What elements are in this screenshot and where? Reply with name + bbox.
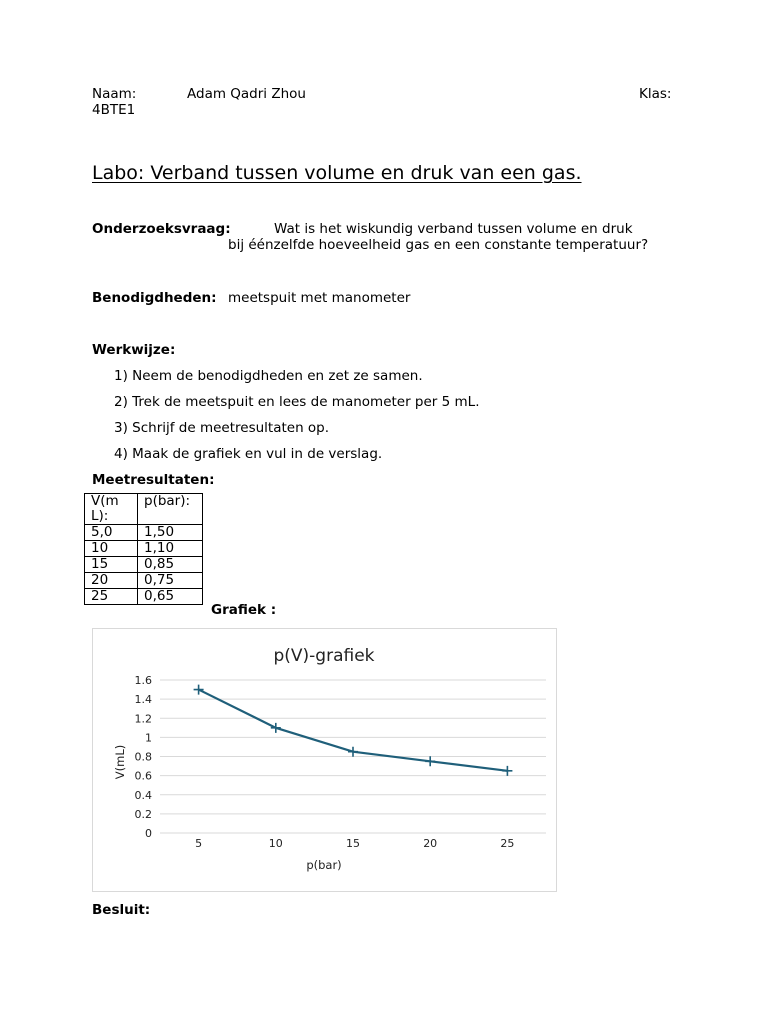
chart-y-tick-label: 0.6 xyxy=(134,769,152,783)
chart-title: p(V)-grafiek xyxy=(273,646,375,666)
class-value: 4BTE1 xyxy=(92,102,136,118)
class-label: Klas: xyxy=(639,86,672,102)
chart-x-tick-label: 20 xyxy=(423,837,438,850)
chart-x-tick-label: 5 xyxy=(195,837,203,850)
results-label: Meetresultaten: xyxy=(92,472,215,488)
chart-y-tick-label: 0.4 xyxy=(134,788,152,802)
materials-value: meetspuit met manometer xyxy=(228,290,411,306)
chart-x-axis-label: p(bar) xyxy=(306,858,342,872)
research-question-label: Onderzoeksvraag: xyxy=(92,221,231,237)
results-table xyxy=(84,493,203,605)
chart-data-point xyxy=(425,756,435,766)
results-cell-pressure: 0,65 xyxy=(138,589,203,605)
chart-data-point xyxy=(271,723,281,733)
name-label: Naam: xyxy=(92,86,137,102)
chart-series-line xyxy=(199,690,508,771)
table-row xyxy=(85,525,203,541)
chart-y-tick-label: 1 xyxy=(145,731,152,745)
chart-y-ticks xyxy=(135,674,153,840)
table-row xyxy=(85,573,203,589)
results-cell-pressure: 0,85 xyxy=(138,557,203,573)
page-title: Labo: Verband tussen volume en druk van een gas. xyxy=(92,162,582,184)
chart-y-tick-label: 1.6 xyxy=(134,674,152,687)
research-question-line2: bij éénzelfde hoeveelheid gas en een constante temperatuur? xyxy=(228,237,649,253)
chart-y-tick-label: 1.2 xyxy=(134,712,152,726)
method-step-1: 1) Neem de benodigdheden en zet ze samen. xyxy=(114,368,423,384)
results-cell-pressure: 0,75 xyxy=(138,573,203,589)
results-header-row xyxy=(85,494,203,525)
table-row xyxy=(85,589,203,605)
results-cell-volume: 25 xyxy=(85,589,138,605)
results-header-volume: V(mL): xyxy=(85,494,138,525)
method-step-4: 4) Maak de grafiek en vul in de verslag. xyxy=(114,446,383,462)
graph-label: Grafiek : xyxy=(211,602,277,618)
chart-y-tick-label: 0.2 xyxy=(134,807,152,821)
name-value: Adam Qadri Zhou xyxy=(187,86,306,102)
chart-x-tick-label: 15 xyxy=(346,837,360,850)
line-chart xyxy=(93,629,556,891)
chart-y-tick-label: 1.4 xyxy=(134,693,152,707)
results-cell-pressure: 1,50 xyxy=(138,525,203,541)
method-step-3: 3) Schrijf de meetresultaten op. xyxy=(114,420,330,436)
method-step-2: 2) Trek de meetspuit en lees de manometer per 5 mL. xyxy=(114,394,480,410)
results-cell-volume: 20 xyxy=(85,573,138,589)
chart-data-point xyxy=(194,685,204,695)
results-cell-pressure: 1,10 xyxy=(138,541,203,557)
research-question-line1: Wat is het wiskundig verband tussen volume en druk xyxy=(274,221,633,237)
table-row xyxy=(85,541,203,557)
chart-data-point xyxy=(502,766,512,776)
chart-x-ticks xyxy=(195,837,514,850)
table-row xyxy=(85,557,203,573)
chart-series xyxy=(194,685,513,776)
materials-label: Benodigdheden: xyxy=(92,290,217,306)
results-header-pressure: p(bar): xyxy=(138,494,203,525)
chart-x-tick-label: 10 xyxy=(268,837,283,850)
chart-y-tick-label: 0.8 xyxy=(134,750,152,764)
chart-x-tick-label: 25 xyxy=(500,837,515,850)
conclusion-label: Besluit: xyxy=(92,902,151,918)
results-cell-volume: 10 xyxy=(85,541,138,557)
chart-y-axis-label: V(mL) xyxy=(113,744,127,780)
results-cell-volume: 15 xyxy=(85,557,138,573)
method-label: Werkwijze: xyxy=(92,342,176,358)
results-cell-volume: 5,0 xyxy=(85,525,138,541)
chart-container xyxy=(92,628,557,892)
chart-data-point xyxy=(348,747,358,757)
chart-y-tick-label: 0 xyxy=(145,827,152,840)
